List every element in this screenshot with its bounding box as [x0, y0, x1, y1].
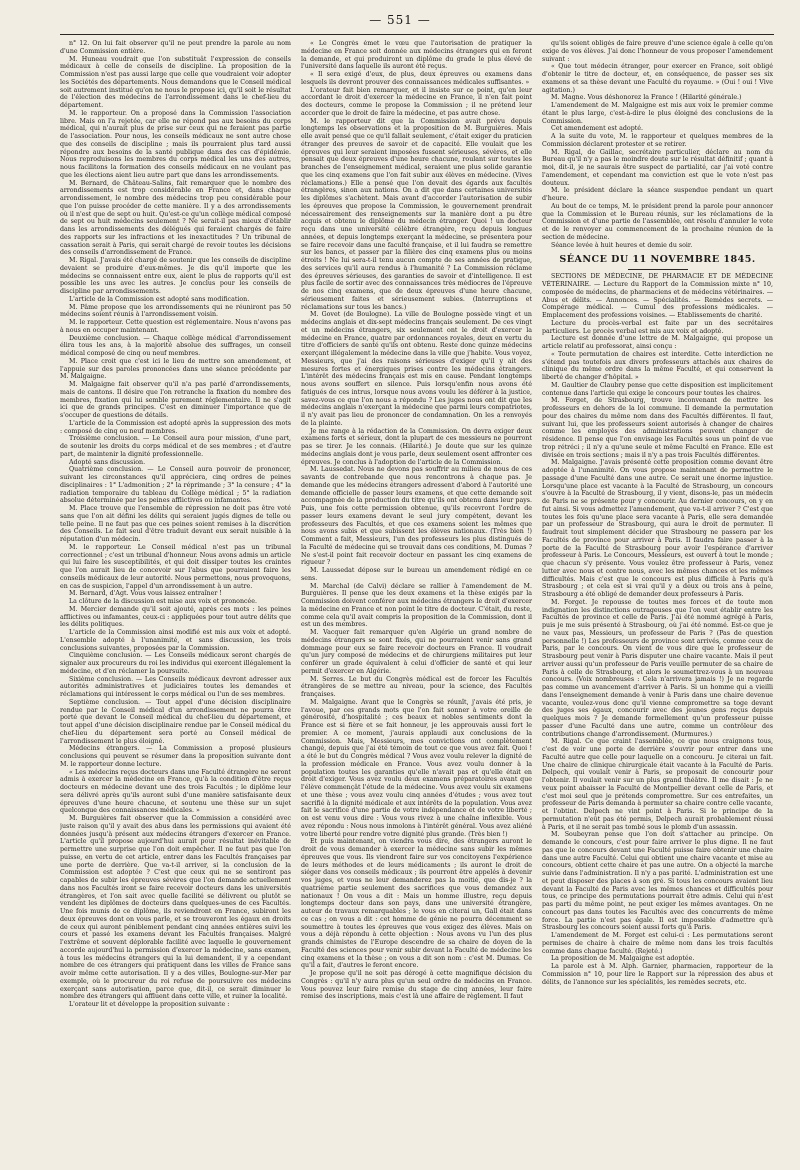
paragraph: « Toute permutation de chaires est interdite. Cette interdiction ne s'étend pas toutefois aux divers professeurs attachés aux chaires de clinique du même ordre dans la même Faculté, et qui conservent la liberté de changer d'hôpital. » [542, 350, 773, 381]
paragraph: qu'ils soient obligés de faire preuve d'une science égale à celle qu'on exige de vos élèves. J'ai donc l'honneur de vous proposer l'amendement suivant : [542, 40, 773, 63]
paragraph: Septième conclusion. — Tout appel d'une décision disciplinaire rendue par le Conseil médical d'un arrondissement ne pourra être porté que devant le Conseil médical du chef-lieu du département, et tout appel d'une décision disciplinaire rendue par le Conseil médical du chef-lieu du département sera porté au Conseil médical de l'arrondissement le plus éloigné. [60, 698, 291, 745]
paragraph: M. Rigal. Ce que craint l'assemblée, ce que nous craignons tous, c'est de voir une porte de derrière s'ouvrir pour entrer dans une Faculté autre que celle pour laquelle on a concouru. Je citerai un fait. Une chaire de clinique chirurgicale était vacante à la Faculté de Paris. Delpech, qui voulait venir à Paris, se proposait de concourir pour l'obtenir. Il voulait venir sur un plus grand théâtre. Il me disait : Je ne veux point abaisser la Faculté de Montpellier devant celle de Paris, et c'est moi seul que je prétends compromettre. Sur ces entrefaites, un professeur de Paris demanda à permuter sa chaire contre celle vacante, et l'obtint. Delpech ne vint point à Paris. Si le principe de la permutation n'eût pas été permis, Delpech aurait probablement réussi à Paris, et il ne serait pas tombé sous le plomb d'un assassin. [542, 738, 773, 831]
paragraph: M. le rapporteur. Le Conseil médical n'est pas un tribunal correctionnel ; c'est un tribunal d'honneur. Nous avons admis un article qui lui faire les susceptibilités, et qui doit dissiper toutes les craintes que l'on aurait lieu de concevoir sur l'abus que pourraient faire les conseils médicaux de leur autorité. Nous permettons, nous provoquons, en cas de suspicion, l'appel d'un arrondissement à un autre. [60, 543, 291, 590]
paragraph: Troisième conclusion. — Le Conseil aura pour mission, d'une part, de soutenir les droits du corps médical et de ses membres ; et d'autre part, de maintenir la dignité professionnelle. [60, 435, 291, 458]
paragraph: M. Pâme propose que les arrondissements qui ne réuniront pas 50 médecins soient réunis à l'arrondissement voisin. [60, 303, 291, 319]
paragraph: La parole est à M. Alph. Garnier, pharmacien, rapporteur de la Commission n° 10, pour lire le Rapport sur la répression des abus et délits, de l'annonce sur les spécialités, les remèdes secrets, etc. [542, 963, 773, 986]
paragraph: n° 12. On lui fait observer qu'il ne peut prendre la parole au nom d'une Commission entière. [60, 40, 291, 55]
text-columns [60, 40, 774, 1160]
paragraph: Séance levée à huit heures et demie du soir. [551, 241, 693, 249]
paragraph: M. Place croit que c'est ici le lieu de mettre son amendement, et l'appuie sur des paroles prononcées dans une séance précédente par M. Malgaigne. [60, 357, 291, 381]
paragraph: M. le président déclare la séance suspendue pendant un quart d'heure. [542, 187, 773, 202]
paragraph: M. Forget. Je repousse de toutes mes forces et de toute mon indignation les distinctions outrageuses que l'on veut établir entre les Facultés de province et celle de Paris. J'ai été nommé agrégé à Paris, puis je me suis présenté à Strasbourg, où j'ai été nommé. Est-ce que je ne vaux pas, Messieurs, un professeur de Paris ? (Pas de question personnelle !) Les professeurs de province sont arrivés, comme ceux de Paris, par le concours. On vient de vous dire que le professeur de Strasbourg peut venir à Paris disputer une chaire vacante. Mais il peut arriver aussi qu'un professeur de Paris veuille permuter de sa chaire de Paris à celle de Strasbourg, et alors le soumettrez-vous à un nouveau concours. (Voix nombreuses : Cela n'arrivera jamais !) Je ne regarde pas comme un avancement d'arriver à Paris. Si un homme qui a vieilli dans l'enseignement demande à venir à Paris dans une chaire devenue vacante, voulez-vous donc qu'il vienne compromettre sa toge devant des juges ses égaux, concourir avec des jeunes gens reçus depuis quelques mois ? Je demande formellement qu'un professeur puisse passer d'une Faculté dans une autre, comme un contrôleur des contributions change d'arrondissement. (Murmures.) [542, 598, 773, 738]
paragraph: Je propose qu'il ne soit pas dérogé à cette magnifique décision du Congrès : qu'il n'y aura plus qu'un seul ordre de médecins en France. Vous pouvez leur faire remise du stage de cinq années, leur faire remise des inscriptions, mais c'est là une affaire de règlement. Il faut [301, 970, 532, 1001]
paragraph: Cet amendement est adopté. [551, 125, 643, 133]
paragraph: M. Gaultier de Claubry pense que cette disposition est implicitement contenue dans l'article qui exige le concours pour toutes les chaires. [542, 381, 773, 397]
paragraph: M. Huneau voudrait que l'on substituât l'expression de conseils médicaux à celle de conseils de discipline. La proposition de la Commission n'est pas aussi large que celle que voudraient voir adopter les Sociétés des départements. Nous demandons que le Conseil médical soit autrement institué qu'on ne nous le propose ici, qu'il soit le résultat de l'élection des médecins de l'arrondissement dans le chef-lieu du département. [60, 55, 291, 109]
paragraph: M. Bernard, de Château-Salins, fait remarquer que le nombre des arrondissements est trop considérable en France et, dans chaque arrondissement, le nombre des médecins trop peu considérable pour que l'on puisse procéder de cette manière. Il y a des arrondissements où il n'est que de sept ou huit. Qu'est-ce qu'un collège médical composé de sept ou huit médecins seulement ? Ne serait-il pas mieux d'établir dans les arrondissements des délégués qui feraient chargés de faire des rapports sur les infractions et les inexactitudes ? Un tribunal de cassation serait à Paris, qui serait chargé de revoir toutes les décisions des conseils d'arrondissement de France. [60, 179, 291, 257]
paragraph: Adopté sans discussion. [69, 458, 146, 466]
paragraph: Et puis maintenant, on viendra vous dire, des étrangers auront le droit de vous demander à exercer la médecine sans subir les mêmes épreuves que vous. Ils viendront faire sur vos concitoyens l'expérience de leurs méthodes et de leurs médicaments ; ils auront le droit de siéger dans vos conseils médicaux ; ils pourront être appelés à devenir vos juges, et vous ne leur demanderez pas la moitié, que dis-je ? la quatrième partie seulement des sacrifices que vous demandez aux nationaux ! On vous a dit : Mais un homme illustre, reçu depuis longtemps docteur dans son pays, dans une université étrangère, auteur de travaux remarquables ; le vous en citerai un, Gall était dans ce cas ; on vous a dit : cet homme de génie ne pourra décemment se soumettre à toutes les épreuves que vous exigez des élèves. Mais on vous a déjà répondu à cette objection : Nous avons vu l'un des plus grands chimistes de l'Europe descendre de sa chaire de doyen de la Faculté des sciences pour venir subir devant la Faculté de médecine les cinq examens et la thèse ; on vous a dit son nom : c'est M. Dumas. Ce qu'il a fait, d'autres le feront encore. [301, 838, 532, 970]
paragraph: M. Malgaigne fait observer qu'il n'a pas parlé d'arrondissements, mais de cantons. Il désire que l'on retranche la fixation du nombre des membres, fixation qui lui semble purement réglementaire. Il ne s'agit ici que de grands principes. C'est en diminuer l'importance que de s'occuper de questions de détails. [60, 381, 291, 419]
paragraph: L'amendement de M. Forget est celui-ci : Les permutations seront permises de chaire à chaire de même nom dans les trois facultés comme dans chaque faculté. (Rejeté.) [542, 932, 773, 955]
paragraph: M. Rigal, de Gaillac, secrétaire particulier, déclare au nom du Bureau qu'il n'y a pas le moindre doute sur le résultat définitif ; quant à moi, dit-il, je ne saurais être suspect de partialité, car j'ai voté contre l'amendement, et cependant ma conviction est que le vote n'est pas douteux. [542, 148, 773, 187]
paragraph: M. Serres. Le but du Congrès médical est de forcer les Facultés étrangères de se mettre au niveau, pour la science, des Facultés françaises. [301, 675, 532, 698]
paragraph: M. Laussedat. Nous ne devons pas souffrir au milieu de nous de ces savants de contrebande que nous rencontrons à chaque pas. Je demande que les médecins étrangers adressent d'abord à l'autorité une demande officielle de passer leurs examens, et que cette demande soit accompagnée de la production du titre qu'ils ont obtenu dans leur pays. Puis, une fois cette permission obtenue, qu'ils recevront l'ordre de passer leurs examens devant le seul jury compétent, devant les professeurs des Facultés, et que ces examens soient les mêmes que nous avons subis et que subissent les élèves nationaux. (Très bien !) Comment a fait, Messieurs, l'un des professeurs les plus distingués de la Faculté de médecine qui se trouvait dans ces conditions, M. Dumas ? Ne s'est-il point fait recevoir docteur en passant les cinq examens de rigueur ? [301, 466, 532, 567]
paragraph: « Le Congrès émet le vœu que l'autorisation de pratiquer la médecine en France soit donnée aux médecins étrangers qui en feront la demande, et qui produiront un diplôme du grade le plus élevé de l'université dans laquelle ils auront été reçus. [301, 40, 532, 71]
column-2 [301, 40, 532, 1160]
column-3 [542, 40, 773, 1160]
paragraph: Je me range à la rédaction de la Commission. On devra exiger deux examens forts et sérieux, dont la plupart de ces messieurs ne pourront pas se tirer. Je les connais. (Hilarité.) Je doute que sur les quinze médecins anglais dont je vous parle, deux seulement osent affronter ces épreuves. Je conclus à l'adoption de l'article de la Commission. [301, 427, 532, 466]
column-1 [60, 40, 291, 1160]
paragraph: « Les médecins reçus docteurs dans une Faculté étrangère ne seront admis à exercer la médecine en France, qu'à la condition d'être reçus docteurs en médecine devant une des trois Facultés ; le diplôme leur sera délivré après qu'ils auront subi d'une manière satisfaisante deux épreuves d'une heure chacune, et soutenu une thèse sur un sujet quelconque des connaissances médicales. » [60, 768, 291, 815]
paragraph: Médecins étrangers. — La Commission a proposé plusieurs conclusions qui peuvent se résumer dans la proposition suivante dont M. le rapporteur donne lecture. [60, 745, 291, 768]
paragraph: Deuxième conclusion. — Chaque collège médical d'arrondissement élira tous les ans, à la majorité absolue des suffrages, un conseil médical composé de cinq ou neuf membres. [60, 334, 291, 357]
paragraph: L'article de la Commission est adopté sans modification. [69, 295, 250, 303]
paragraph: M. Magne. Vous déshonorez la France ! (Hilarité générale.) [551, 94, 742, 102]
paragraph: M. le rapporteur. On a proposé dans la Commission l'association libre. Mais on l'a rejetée, car elle ne répond pas aux besoins du corps médical, qui n'aurait plus de prise sur ceux qui ne feraient pas partie de l'association. Pour nous, les conseils médicaux ne sont autre chose que des conseils de discipline ; mais ils pourraient plus tard aussi répondre aux besoins de la santé publique dans des cas d'épidémie. Nous reproduisons les membres du corps médical les uns des autres, nous facilitons la formation des conseils médicaux en ne voulant pas que les élections aient lieu autre part que dans les arrondissements. [60, 109, 291, 179]
paragraph: L'article de la Commission ainsi modifié est mis aux voix et adopté. L'ensemble adopté à l'unanimité, et sans discussion, les trois conclusions suivantes, proposées par la Commission. [60, 629, 291, 652]
paragraph: « Il sera exigé d'eux, de plus, deux épreuves ou examens dans lesquels ils devront prouver des connaissances médicales suffisantes. » [301, 71, 532, 86]
paragraph: Lecture du procès-verbal est faite par un des secrétaires particuliers. Le procès verbal est mis aux voix et adopté. [542, 319, 773, 335]
session-title: SÉANCE DU 11 NOVEMBRE 1845. [559, 254, 756, 266]
paragraph: M. le rapporteur dit que la Commission avait prévu depuis longtemps les observations et la proposition de M. Burguières. Mais elle avait pensé que ce qu'il fallait seulement, c'était exiger du praticien étranger des preuves de savoir et de capacité. Elle voulait que les épreuves qui leur seraient imposées fussent sérieuses, sévères, et elle pensait que deux épreuves d'une heure chacune, roulant sur toutes les branches de l'enseignement médical, seraient une plus solide garantie que les cinq examens que l'on fait subir aux élèves en médecine. (Vives réclamations.) Elle a pensé que l'on devait des égards aux facultés étrangères, sinon aux nations. On a dit que dans certaines universités les diplômes s'achètent. Mais avant d'accorder l'autorisation de subir les épreuves que propose la Commission, le gouvernement prendrait nécessairement des renseignements sur la manière dont a pu être acquis et obtenu le diplôme du médecin étranger. Quoi ! un docteur reçu dans une université célèbre étrangère, reçu depuis longues années, et depuis longtemps exerçant la médecine, se présentera pour se faire recevoir dans une faculté française, et il lui faudra se remettre sur les bancs, et passer par la filière des cinq examens plus ou moins étroits ! Ne lui sera-t-il tenu aucun compte de ses années de pratique, des services qu'il aura rendus à l'humanité ? La Commission réclame des épreuves sérieuses, des garanties de savoir et d'intelligence. Il est plus facile de sortir avec des connaissances très médiocres de l'épreuve de nos cinq examens, que de deux épreuves d'une heure chacune, sérieusement faites et sérieusement subies. (Interruptions et réclamations sur tous les bancs.) [301, 117, 532, 311]
paragraph: Sixième conclusion. — Les Conseils médicaux devront adresser aux autorités administratives et judiciaires toutes les demandes et réclamations qui intéressent le corps médical ou l'un de ses membres. [60, 675, 291, 698]
paragraph: M. le rapporteur. Cette question est réglementaire. Nous n'avons pas à nous en occuper maintenant. [60, 319, 291, 334]
paragraph: La proposition de M. Malgaigne est adoptée. [551, 955, 695, 963]
paragraph: M. Laussedat dépose sur le bureau un amendement rédigé en ce sens. [301, 567, 532, 582]
paragraph: M. Vacquer fait remarquer qu'en Algérie un grand nombre de médecins étrangers se sont fixés, qui ne pourraient venir sans grand dommage pour eux se faire recevoir docteurs en France. Il voudrait qu'un jury composé de médecins et de chirurgiens militaires put leur conférer un grade équivalent à celui d'officier de santé et qui leur permit d'exercer en Algérie. [301, 629, 532, 675]
paragraph: L'orateur fait bien remarquer, et il insiste sur ce point, qu'en leur accordant le droit d'exercer la médecine en France, il n'en fait point des docteurs, comme le propose la Commission ; il ne prétend leur accorder que le droit de faire la médecine, et pas autre chose. [301, 86, 532, 117]
paragraph: Lecture est donnée d'une lettre de M. Malgaigne, qui propose un article relatif au professorat, ainsi conçu : [542, 335, 773, 350]
paragraph: M. Bernard, d'Agt. Vous vous laissez entraîner ! [69, 590, 222, 598]
paragraph: M. Mercier demande qu'il soit ajouté, après ces mots : les peines afflictives ou infamantes, ceux-ci : appliquées pour tout autre délits que les délits politiques. [60, 605, 291, 629]
paragraph: M. Forget, de Strasbourg, trouve inconvenant de mettre les professeurs en dehors de la loi commune. Il demande la permutation pour des chaires du même nom dans des Facultés différentes. Il faut, suivant lui, que les professeurs soient autorisés à changer de chaires comme les employés des administrations peuvent changer de résidence. Il pense que l'on envisage les Facultés sous un point de vue trop rétréci ; il n'y a qu'une seule et même Faculté en France. Elle est divisée en trois sections ; mais il n'y a pas trois Facultés différentes. [542, 397, 773, 459]
paragraph: M. Govet (de Boulogne). La ville de Boulogne possède vingt et un médecins anglais et dix-sept médecins français seulement. De ces vingt et un médecins étrangers, six seulement ont le droit d'exercer la médecine en France, quatre par ordonnances royales, deux en vertu du titre d'officiers de santé qu'ils ont obtenu. Reste donc quinze médecins exerçant illégalement la médecine dans la ville que j'habite. Vous voyez, Messieurs, que j'ai des raisons sérieuses d'exiger qu'il y ait des mesures fortes et énergiques prises contre les médecins étrangers. L'intérêt des médecins français est mis en cause. Pendant longtemps nous avons souffert en silence. Puis lorsqu'enfin nous avons été fatigués de ces intrus, lorsque nous avons voulu les déférer à la justice, savez-vous ce que l'on nous a répondu ? Les juges nous ont dit que les médecins anglais n'exerçant la médecine que parmi leurs compatriotes, il n'y avait pas lieu de prononcer de condamnation. On les a renvoyés de la plainte. [301, 311, 532, 427]
paragraph: M. Place trouve que l'ensemble de répression ne doit pas être voté sans que l'on ait défini les délits qui seraient jugés dignes de telle ou telle peine. Il ne faut pas que ces peines soient remises à la discrétion des Conseils. Le fait seul d'être traduit devant eux serait nuisible à la réputation d'un médecin. [60, 505, 291, 543]
paragraph: Quatrième conclusion. — Le Conseil aura pouvoir de prononcer, suivant les circonstances qu'il appréciera, cinq ordres de peines disciplinaires : 1° L'admonition ; 2° la réprimande ; 3° la censure ; 4° la radiation temporaire du tableau du Collège médical ; 5° la radiation absolue déterminée par les peines afflictives ou infamantes. [60, 466, 291, 505]
paragraph: M. Soubeyran pense que l'on doit s'attacher au principe. On demande le concours, c'est pour faire arriver le plus digne. Il ne faut pas que le concours devant une Faculté puisse faire obtenir une chaire dans une autre Faculté. Celui qui obtient une chaire vacante et mise au concours, obtient cette chaire et pas une autre. On a objecté la marche suivie dans l'administration. Il n'y a pas parité. L'administration est une et peut disposer des places à son gré. Si tous les concours avaient lieu devant la Faculté de Paris avec les mêmes chances et difficultés pour tous, ce principe des permutations pourrait être admis. Celui qui n'est pas parti du même point, ne peut exiger les mêmes avantages. On ne concourt pas dans toutes les Facultés avec des concurrents de même force. La partie n'est pas égale. Il est impossible d'admettre qu'à Strasbourg les concours soient aussi forts qu'à Paris. [542, 831, 773, 932]
paragraph: L'article de la Commission est adopté après la suppression des mots : composé de cinq ou neuf membres. [60, 419, 291, 435]
paragraph: L'orateur lit et développe la proposition suivante : [69, 1001, 230, 1008]
session-summary: SECTIONS DE MÉDECINE, DE PHARMACIE ET DE MÉDECINE VÉTÉRINAIRE. — Lecture du Rapport de la Commission mixte n° 10, composée de médecins, de pharmaciens et de médecins vétérinaires. — Abus et délits. — Annonces. — Spécialités. — Remèdes secrets. — Compérage médical. — Cumul des professions médicales. — Emplacement des professions voisines. — Etablissements de charité. [542, 273, 773, 319]
paragraph: M. Malgaigne. Avant que le Congrès se réunît, j'avais été pris, je l'avoue, par ces grands mots que l'on fait sonner à votre oreille de générosité, d'hospitalité ; ces beaux et nobles sentiments dont la France est si fière et se fait honneur, je les approuvais aussi fort le premier. A ce moment, j'aurais applaudi aux conclusions de la Commission. Mais, Messieurs, mes convictions ont complètement changé, depuis que j'ai été témoin de tout ce que vous avez fait. Quoi ! a été le but du Congrès médical ? Vous avez voulu relever la dignité de la profession médicale en France. Vous avez voulu donner à la population toutes les garanties qu'elle n'avait pas et qu'elle était en droit d'exiger. Vous avez voulu deux examens préparatoires avant que l'élève commençât l'étude de la médecine. Vous avez voulu six examens et une thèse ; vous avez voulu cinq années d'études ; vous avez tout sacrifié à la dignité médicale et aux intérêts de la population. Vous avez fait le sacrifice d'une partie de votre indépendance et de votre liberté ; on est venu vous dire : Vous vous rivez à une chaîne inflexible. Vous avez répondu : Nous nous inmolons à l'intérêt général. Vous avez aliéné votre liberté pour rendre votre dignité plus grande. (Très bien !) [301, 698, 532, 838]
header-rule [60, 34, 774, 35]
paragraph: M. Malgaigne. J'avais présenté cette proposition comme devant être adoptée à l'unanimité. On vous propose maintenant de permettre le passage d'une Faculté dans une autre. Ce serait une énorme injustice. Lorsqu'une place est vacante à la Faculté de Strasbourg, un concours s'ouvre à la Faculté de Strasbourg, il y vient, disons-le, pas un médecin de Paris ne se présente pour y concourir. Au dernier concours, on y en fut ainsi. Si vous admettez l'amendement, que va-t-il arriver ? C'est que toutes les fois qu'une place sera vacante à Paris, elle sera demandée par un professeur de Strasbourg, qui aura le droit de permuter. Il faudrait tout simplement décider que Strasbourg ne passera par les Facultés de province pour arriver à Paris. Il faudra faire passer à la porte de la Faculté de Strasbourg pour avoir l'espérance d'arriver professeur à Paris. Le Concours, Messieurs, est ouvert à tout le monde ; que chacun s'y présente. Vous voulez être professeur à Paris, venez lutter avec nous et contre nous, avec les mêmes chances et les mêmes difficultés. Mais c'est que le concours est plus difficile à Paris qu'à Strasbourg ; et cela est si vrai qu'il y a deux ou trois ans à peine, Strasbourg a été obligé de demander deux professeurs à Paris. [542, 459, 773, 598]
paragraph: M. Marchal (de Calvi) déclare se rallier à l'amendement de M. Burguières. Il pense que les deux examens et la thèse exigés par la Commission doivent conférer aux médecins étrangers le droit d'exercer la médecine en France et non point le titre de docteur. C'était, du reste, comme cela qu'il avait compris la proposition de la Commission, dont il est un des membres. [301, 582, 532, 629]
paragraph: Au bout de ce temps, M. le président prend la parole pour annoncer que la Commission et le Bureau réunis, sur les réclamations de la Commission et d'une partie de l'assemblée, ont résolu d'annuler le vote et de le renvoyer au commencement de la prochaine réunion de la section de médecine. [542, 202, 773, 241]
paragraph: M. Rigal. J'avais été chargé de soutenir que les conseils de discipline devaient se produire d'eux-mêmes. Je dis qu'il importe que les médecins se connaissent entre eux, aient le plus de rapports qu'il est possible les uns avec les autres. Je conclus pour les conseils de discipline par arrondissements. [60, 257, 291, 295]
paragraph: La clôture de la discussion est mise aux voix et prononcée. [69, 598, 257, 605]
paragraph: « Que tout médecin étranger, pour exercer en France, soit obligé d'obtenir le titre de docteur, et, en conséquence, de passer ses six examens et sa thèse devant une Faculté du royaume. » (Oui ! oui ! Vive agitation.) [542, 63, 773, 94]
divider [628, 269, 688, 270]
paragraph: Cinquième conclusion. — Les Conseils médicaux seront chargés de signaler aux procureurs du roi les individus qui exercent illégalement la médecine, et d'en réclamer la poursuite. [60, 652, 291, 675]
paragraph: M. Burguières fait observer que la Commission a considéré avec juste raison qu'il y avait des abus dans les permissions qui avaient été données jusqu'à présent aux médecins étrangers d'exercer en France. L'article qu'il propose aujourd'hui aurait pour résultat inévitable de permettre une surprise que l'on doit empêcher. Il ne faut pas que l'on puisse, en vertu de cet article, entrer dans les Facultés françaises par une porte de derrière. Que va-t-il arriver, si la conclusion de la Commission est adoptée ? C'est que ceux qui ne se sentiront pas capables de subir les épreuves sévères que l'on demande actuellement dans nos Facultés iront se faire recevoir docteurs dans les universités étrangères, et l'on sait avec quelle facilité se délivrent ou plutôt se vendent les diplômes de docteurs dans quelques-unes de ces Facultés. Une fois munis de ce diplôme, ils reviendront en France, subiront les deux épreuves dont on vous parle, et se trouveront les égaux en droits de ceux qui auront péniblement pendant cinq années entières suivi les cours et passé les examens devant les Facultés françaises. Malgré l'extrême et souvent déplorable facilité avec laquelle le gouvernement accorde aujourd'hui la permission d'exercer la médecine, sans examen, à tous les médecins étrangers qui la lui demandent, il y a cependant nombre de ces étrangers qui pratiquent dans les villes de France sans avoir même cette autorisation. Il y a des villes, Boulogne-sur-Mer par exemple, où le procureur du roi refuse de poursuivre ces médecins exerçant sans autorisation, parce que, dit-il, ce serait diminuer le nombre des étrangers qui affluent dans cette ville, et ruiner la localité. [60, 815, 291, 1001]
page-number: — 551 — [369, 13, 431, 27]
paragraph: A la suite du vote, M. le rapporteur et quelques membres de la Commission déclarent protester et se retirer. [542, 133, 773, 148]
paragraph: L'amendement de M. Malgaigne est mis aux voix le premier comme étant le plus large, c'est-à-dire le plus éloigné des conclusions de la Commission. [542, 102, 773, 125]
